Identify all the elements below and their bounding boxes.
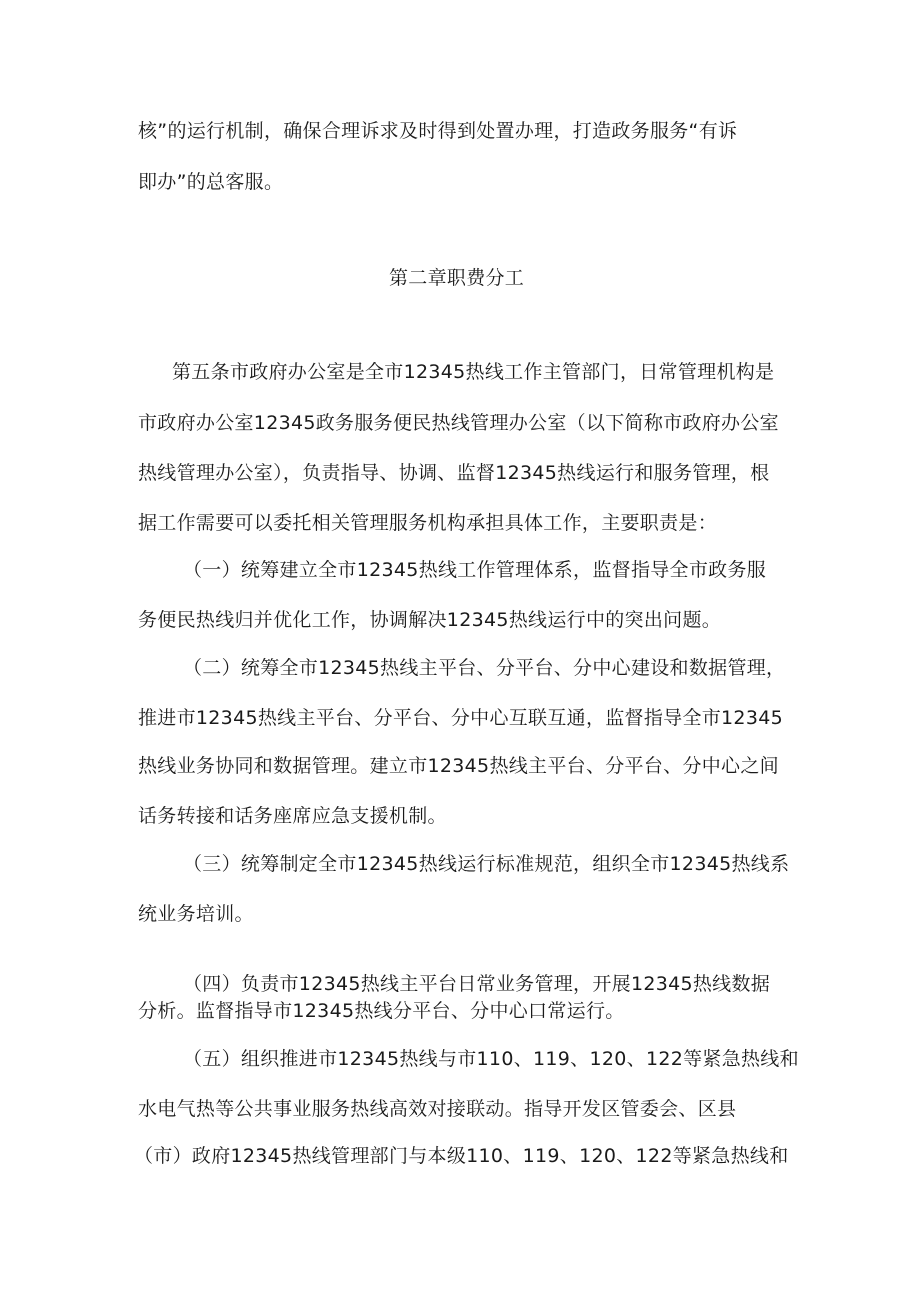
article-line-2: 市政府办公室12345政务服务便民热线管理办公室（以下简称市政府办公室 <box>138 412 779 434</box>
item4-line-1: （四）负责市12345热线主平台日常业务管理，开展12345热线数据 <box>183 973 771 995</box>
intro-line-2: 即办”的总客服。 <box>138 171 284 193</box>
item5-line-1: （五）组织推进市12345热线与市110、119、120、122等紧急热线和 <box>183 1048 799 1070</box>
item2-line-1: （二）统筹全市12345热线主平台、分平台、分中心建设和数据管理， <box>183 657 786 679</box>
item2-line-4: 话务转接和话务座席应急支援机制。 <box>138 805 447 827</box>
article-line-1: 第五条市政府办公室是全市12345热线工作主管部门，日常管理机构是 <box>172 361 775 383</box>
chapter-title: 第二章职费分工 <box>389 267 525 289</box>
item2-line-3: 热线业务协同和数据管理。建立市12345热线主平台、分平台、分中心之间 <box>138 755 779 777</box>
item4-line-2: 分析。监督指导市12345热线分平台、分中心口常运行。 <box>138 1000 625 1022</box>
item3-line-1: （三）统筹制定全市12345热线运行标准规范，组织全市12345热线系 <box>183 853 790 875</box>
item1-line-1: （一）统筹建立全市12345热线工作管理体系，监督指导全市政务服 <box>183 559 767 581</box>
item3-line-2: 统业务培训。 <box>138 903 254 925</box>
intro-line-1: 核”的运行机制，确保合理诉求及时得到处置办理，打造政务服务“有诉 <box>138 120 738 142</box>
item5-line-3: （市）政府12345热线管理部门与本级110、119、120、122等紧急热线和 <box>134 1145 789 1167</box>
item2-line-2: 推进市12345热线主平台、分平台、分中心互联互通，监督指导全市12345 <box>138 707 783 729</box>
item1-line-2: 务便民热线归并优化工作，协调解决12345热线运行中的突出问题。 <box>138 609 722 631</box>
article-line-3: 热线管理办公室），负责指导、协调、监督12345热线运行和服务管理，根 <box>138 462 770 484</box>
article-line-4: 据工作需要可以委托相关管理服务机构承担具体工作，主要职责是： <box>138 512 718 534</box>
item5-line-2: 水电气热等公共事业服务热线高效对接联动。指导开发区管委会、区县 <box>138 1098 737 1120</box>
